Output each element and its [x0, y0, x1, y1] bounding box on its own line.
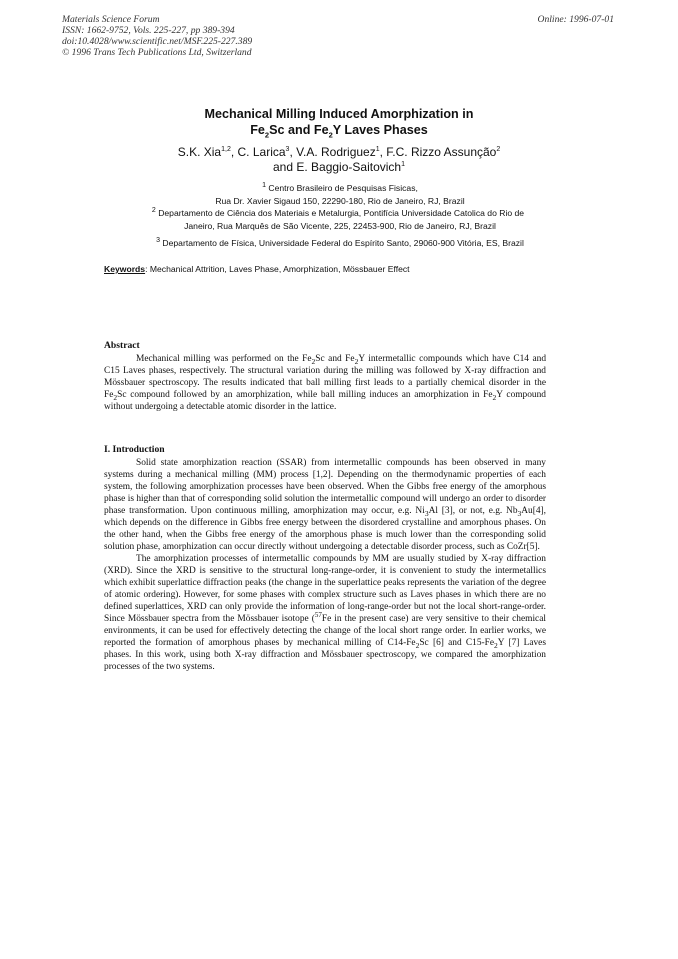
affiliation-text: Departamento de Física, Universidade Federal do Espírito Santo, 29060-900 Vitória, ES, Brazil [162, 238, 524, 248]
abstract-heading: Abstract [104, 340, 140, 351]
introduction-heading: I. Introduction [104, 444, 165, 455]
subscript: 2 [492, 392, 497, 402]
keywords-text: : Mechanical Attrition, Laves Phase, Amorphization, Mössbauer Effect [145, 264, 410, 274]
author-affil-mark: 2 [496, 146, 501, 153]
affiliation-number: 3 [156, 237, 161, 245]
title-sc-fe: Sc and Fe [269, 122, 329, 137]
affiliation-2-line-1 [96, 207, 580, 220]
subscript: 2 [494, 640, 498, 650]
text-run: Sc [6] and C15-Fe [419, 638, 495, 648]
keywords-label: Keywords [104, 264, 146, 274]
text-run: Fe in the present case) are very sensitive to their chemical environments, it can be used for effectively detecting the change of the local short range order. In earlier works, we reported the formation of amorphous phases by mechanical milling of C14-Fe [104, 614, 546, 648]
journal-name: Materials Science Forum [62, 14, 160, 25]
issn-line: ISSN: 1662-9752, Vols. 225-227, pp 389-394 [62, 25, 235, 36]
author-name: S.K. Xia [177, 145, 222, 159]
subscript: 3 [424, 508, 429, 518]
text-run: Au[4], which depends on the difference in Gibbs free energy between the disordered crystalline and amorphous phases. On the other hand, when the Gibbs free energy of the amorphous phase is much lower than the corresponding solid solution phase, amorphization can occur directly without undergoing a detectable disorder process, such as CoZr[5]. [104, 506, 547, 552]
paper-title [0, 107, 678, 138]
author-name: , V.A. Rodriguez [289, 145, 376, 159]
author-name: and E. Baggio-Saitovich [273, 160, 402, 174]
author-name: , F.C. Rizzo Assunção [379, 145, 497, 159]
online-date: Online: 1996-07-01 [537, 14, 614, 25]
abstract-paragraph [104, 353, 546, 413]
author-affil-mark: 1 [375, 146, 380, 153]
text-run: Y [7] Laves phases. In this work, using both X-ray diffraction and Mössbauer spectroscopy, we compared the amorphization processes of the two systems. [104, 638, 546, 672]
intro-paragraph-2 [104, 553, 546, 673]
journal-header [62, 14, 252, 58]
text-run: Mechanical milling was performed on the Fe [136, 354, 312, 364]
affiliation-text: Centro Brasileiro de Pesquisas Fisicas, [268, 183, 418, 193]
keywords-line [104, 264, 410, 274]
title-fe: Fe [250, 122, 265, 137]
title-sub-2: 2 [264, 130, 270, 140]
author-affil-mark: 3 [285, 146, 290, 153]
affiliation-text: Departamento de Ciência dos Materiais e Metalurgia, Pontifícia Universidade Catolica do Rio de [158, 208, 525, 218]
subscript: 2 [113, 392, 118, 402]
title-line-2 [0, 123, 678, 139]
affiliation-number: 2 [151, 207, 156, 215]
subscript: 3 [517, 508, 522, 518]
doi-line: doi:10.4028/www.scientific.net/MSF.225-227.389 [62, 36, 253, 47]
copyright-line: © 1996 Trans Tech Publications Ltd, Switzerland [62, 47, 252, 58]
affiliation-2-line-2: Janeiro, Rua Marquês de São Vicente, 225, 22453-900, Rio de Janeiro, RJ, Brazil [184, 220, 496, 231]
authors-line-2 [0, 160, 678, 175]
affiliation-3-line-1 [100, 237, 580, 250]
author-name: , C. Larica [230, 145, 286, 159]
title-line-1: Mechanical Milling Induced Amorphization in [204, 107, 474, 121]
author-affil-mark: 1 [401, 161, 405, 168]
text-run: Solid state amorphization reaction (SSAR) from intermetallic compounds has been observed in many systems during a mechanical milling (MM) process [1,2]. Depending on the thermodynamic properties of each system, the following amorphization processes have been observed. When the Gibbs free energy of the amorphous phase is higher than that of corresponding solid solution the intermetallic compound will undergo an order to disorder phase transformation. Upon continuous milling, amorphization may occur, e.g. Ni [104, 458, 546, 516]
intro-paragraph-1 [104, 457, 546, 553]
superscript: 57 [314, 610, 322, 619]
text-run: Al [3], or not, e.g. Nb [428, 506, 518, 516]
title-sub-2b: 2 [328, 130, 333, 140]
text-run: Sc compound followed by an amorphization, while ball milling induces an amorphization in Fe [117, 390, 493, 400]
subscript: 2 [415, 640, 420, 650]
text-run: Y compound without undergoing a detectable atomic disorder in the lattice. [104, 390, 546, 412]
affiliation-1 [100, 182, 580, 207]
abstract-body [104, 353, 546, 413]
text-run: Sc and Fe [315, 354, 355, 364]
affiliation-3 [100, 237, 580, 250]
title-y-laves: Y Laves Phases [332, 122, 428, 137]
affiliation-2 [100, 207, 580, 232]
subscript: 2 [354, 356, 359, 366]
subscript: 2 [311, 356, 316, 366]
affiliation-number: 1 [262, 182, 266, 190]
text-run: Y intermetallic compounds which have C14 and C15 Laves phases, respectively. The structural variation during the milling was followed by X-ray diffraction and Mössbauer spectroscopy. The results indicated that ball milling first leads to a partially chemical disorder in the Fe [104, 354, 547, 400]
author-affil-mark: 1,2 [221, 146, 231, 153]
author-list [0, 145, 678, 175]
introduction-body [104, 457, 546, 673]
authors-line-1 [0, 145, 678, 160]
affiliation-1-line-1 [100, 182, 580, 195]
text-run: The amorphization processes of intermetallic compounds by MM are usually studied by X-ray diffraction (XRD). Since the XRD is sensitive to the structural long-range-order, it is convenient to study the intermetallics which exhibit superlattice diffraction peaks (the change in the superlattice peaks represents the variation of the degree of atomic ordering). However, for some phases with complex structure such as Laves phases in which there are no defined superlattices, XRD can only provide the information of long-range-order but not the local short-range-order. Since Mössbauer spectra from the Mössbauer isotope ( [104, 554, 546, 624]
affiliation-1-line-2: Rua Dr. Xavier Sigaud 150, 22290-180, Rio de Janeiro, RJ, Brazil [215, 195, 465, 206]
